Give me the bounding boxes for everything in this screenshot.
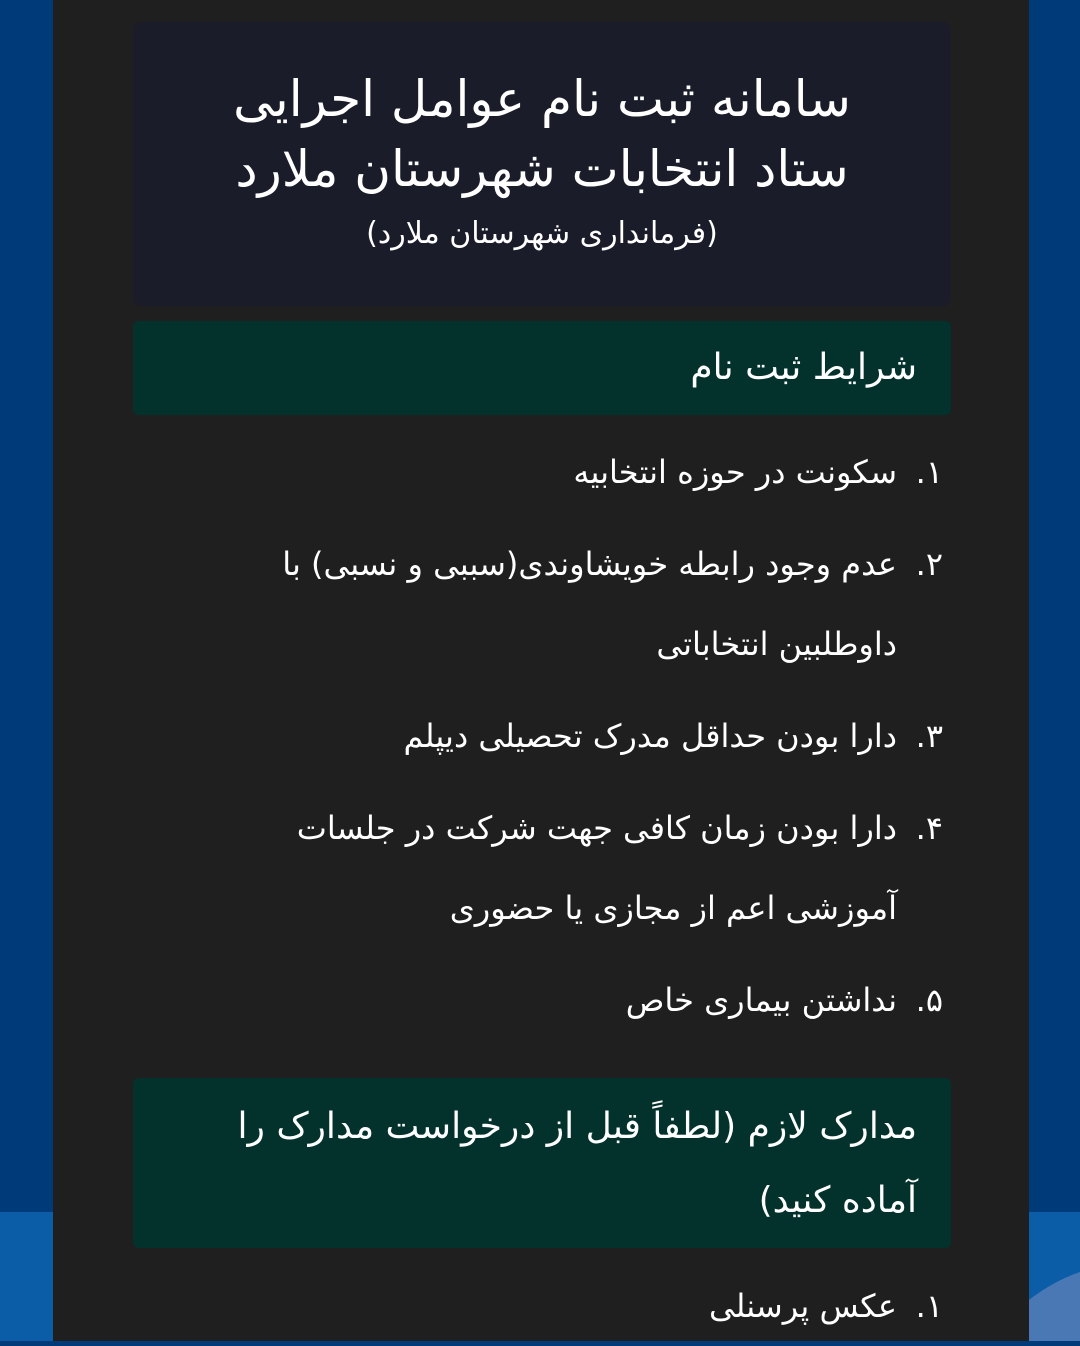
list-item-text: دارا بودن حداقل مدرک تحصیلی دیپلم xyxy=(403,717,897,755)
list-item-text: عدم وجود رابطه خویشاوندی(سببی و نسبی) با داوطلبین انتخاباتی xyxy=(282,545,897,663)
list-item-text: دارا بودن زمان کافی جهت شرکت در جلسات آموزشی اعم از مجازی یا حضوری xyxy=(296,809,897,927)
page-subtitle: (فرمانداری شهرستان ملارد) xyxy=(366,216,718,251)
list-item xyxy=(223,788,943,948)
conditions-heading: شرایط ثبت نام xyxy=(133,321,951,415)
conditions-list xyxy=(223,432,943,1052)
list-item-number: ۱. xyxy=(915,453,943,491)
list-item-number: ۵. xyxy=(915,981,943,1019)
page-title-line-1: سامانه ثبت نام عوامل اجرایی xyxy=(233,70,851,128)
list-item xyxy=(223,432,943,512)
list-item xyxy=(223,696,943,776)
list-item-number: ۴. xyxy=(915,809,943,847)
list-item xyxy=(223,524,943,684)
list-item xyxy=(223,1266,943,1346)
list-item-number: ۳. xyxy=(915,717,943,755)
page-title-line-2: ستاد انتخابات شهرستان ملارد xyxy=(235,140,849,198)
content-panel xyxy=(53,0,1029,1341)
list-item-number: ۱. xyxy=(915,1287,943,1325)
documents-heading: مدارک لازم (لطفاً قبل از درخواست مدارک را آماده کنید) xyxy=(133,1078,951,1248)
list-item-text: عکس پرسنلی xyxy=(708,1287,897,1325)
list-item xyxy=(223,960,943,1040)
list-item-text: سکونت در حوزه انتخابیه xyxy=(573,453,897,491)
background-wave xyxy=(1020,1212,1080,1341)
header-card xyxy=(133,22,951,306)
list-item-text: نداشتن بیماری خاص xyxy=(625,981,897,1019)
documents-list xyxy=(223,1266,943,1346)
list-item-number: ۲. xyxy=(915,545,943,583)
